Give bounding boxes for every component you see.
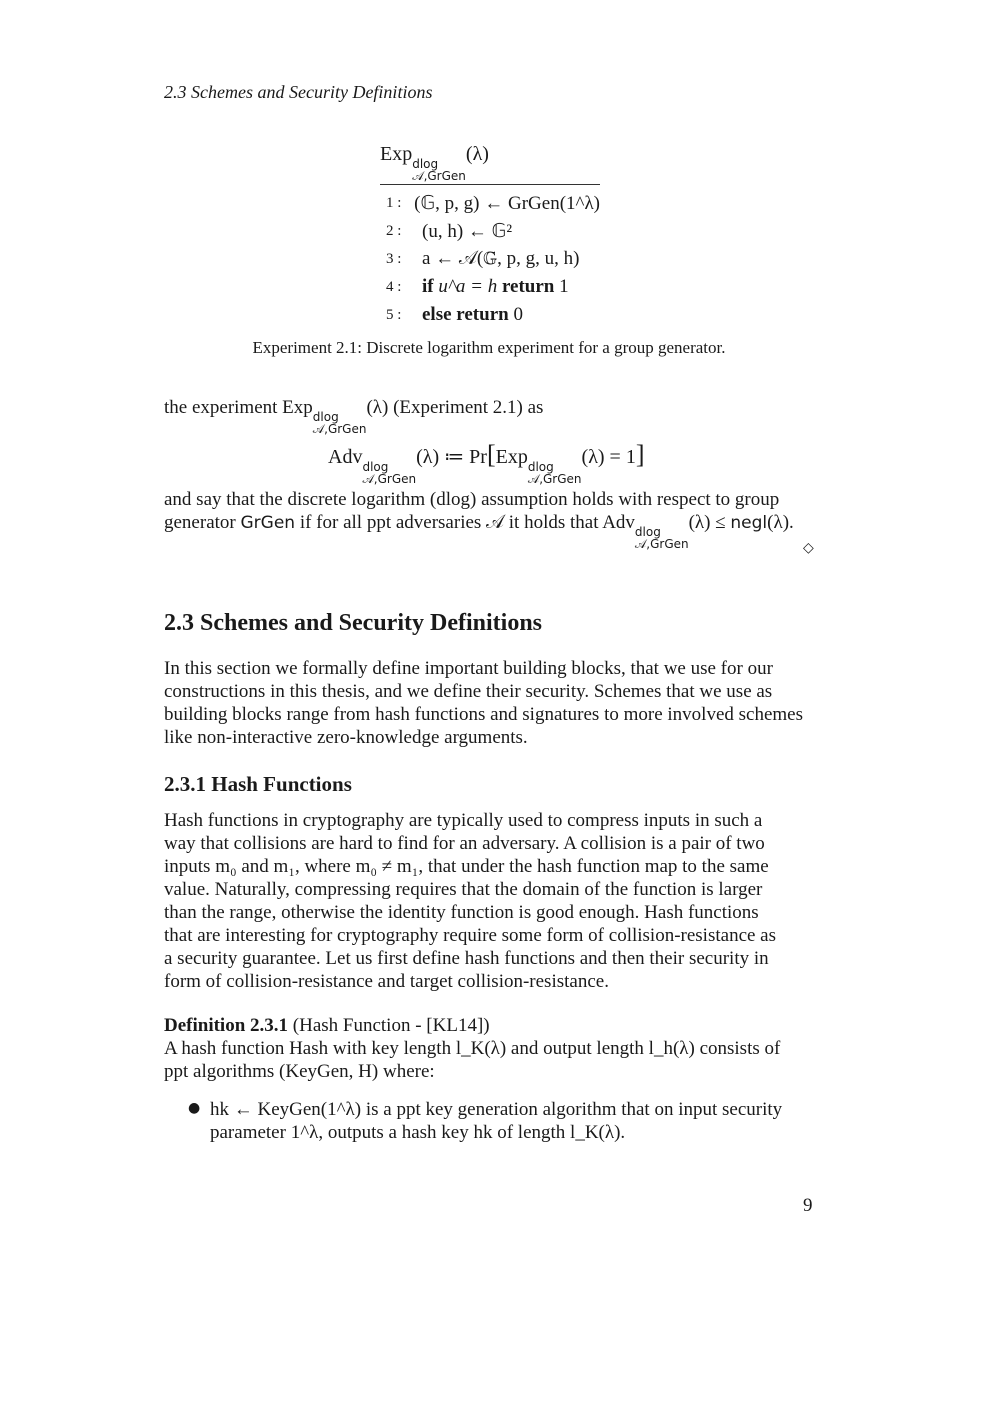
step-value: 1: [559, 276, 569, 297]
experiment-step: [380, 189, 600, 217]
text-line: hk ← KeyGen(1^λ) is a ppt key generation algorithm that on input security: [210, 1099, 783, 1120]
experiment-title: [380, 143, 600, 185]
section-intro-paragraph: [164, 657, 815, 749]
text-line: parameter 1^λ, outputs a hash key hk of length l_K(λ).: [210, 1122, 626, 1143]
text-line: ppt algorithms (KeyGen, H) where:: [164, 1061, 435, 1082]
experiment-algorithm: [380, 143, 600, 329]
text-line: and say that the discrete logarithm (dlog) assumption holds with respect to group: [164, 489, 780, 510]
text-line: way that collisions are hard to find for an adversary. A collision is a pair of two: [164, 833, 765, 854]
text-line: a security guarantee. Let us first define hash functions and then their security in: [164, 948, 769, 969]
advantage-equation: Adv dlog 𝒜,GrGen (λ) ≔ Pr[Exp dlog 𝒜,GrGen (λ) = 1]: [328, 440, 645, 486]
text-line: inputs m₀ and m₁, where m₀ ≠ m₁, that under the hash function map to the same: [164, 856, 769, 877]
text-line: than the range, otherwise the identity function is good enough. Hash functions: [164, 902, 759, 923]
step-number: 1 :: [386, 194, 402, 211]
experiment-caption: Experiment 2.1: Discrete logarithm experiment for a group generator.: [252, 338, 726, 357]
bullet-item: [210, 1098, 815, 1144]
math-sub: 𝒜,GrGen: [634, 537, 689, 551]
hash-functions-paragraph: [164, 809, 815, 993]
experiment-title-sub: 𝒜,GrGen: [412, 169, 466, 183]
definition-block: [164, 1014, 815, 1083]
section-title: 2.3 Schemes and Security Definitions: [164, 610, 542, 636]
experiment-title-arg: (λ): [465, 143, 489, 165]
step-number: 5 :: [386, 306, 402, 323]
step-number: 4 :: [386, 278, 402, 295]
subsection-title: 2.3.1 Hash Functions: [164, 772, 352, 796]
definition-title: (Hash Function - [KL14]): [292, 1015, 490, 1036]
text-line: building blocks range from hash functions and signatures to more involved schemes: [164, 704, 804, 725]
negl-name: negl: [730, 513, 768, 533]
math-sup: dlog: [362, 460, 389, 474]
text-span: if for all ppt adversaries 𝒜 it holds that Adv: [299, 512, 635, 533]
page-number: 9: [803, 1195, 813, 1216]
experiment-step: [380, 273, 600, 301]
math-sub: 𝒜,GrGen: [312, 422, 367, 436]
eq-def: (λ) ≔ Pr: [416, 446, 487, 468]
paragraph-experiment-ref: [164, 396, 815, 435]
text-line: value. Naturally, compressing requires that the domain of the function is larger: [164, 879, 763, 900]
text-span: (λ) ≤: [688, 512, 726, 533]
text-line: like non-interactive zero-knowledge arguments.: [164, 727, 528, 748]
definition-heading: [164, 1014, 815, 1037]
running-head: 2.3 Schemes and Security Definitions: [164, 82, 433, 102]
keyword-return: return: [501, 276, 555, 297]
math-sup: dlog: [312, 410, 339, 424]
eq-rhs: (λ) = 1: [581, 446, 636, 468]
keyword-else-return: else return: [422, 304, 509, 325]
bullet-icon: ●: [188, 1100, 201, 1116]
eq-adv: Adv: [328, 446, 363, 468]
text-span: (λ).: [767, 512, 794, 533]
experiment-step: [380, 301, 600, 329]
paragraph-dlog-assumption: [164, 488, 815, 550]
math-sub: 𝒜,GrGen: [362, 472, 417, 486]
text-line: Hash functions in cryptography are typically used to compress inputs in such a: [164, 810, 763, 831]
text-line: constructions in this thesis, and we define their security. Schemes that we use as: [164, 681, 773, 702]
experiment-step: [380, 217, 600, 245]
text-span: generator: [164, 512, 236, 533]
math-sup: dlog: [527, 460, 554, 474]
step-text: (𝔾, p, g) ← GrGen(1^λ): [414, 192, 600, 214]
step-number: 3 :: [386, 250, 402, 267]
experiment-step: [380, 245, 600, 273]
text-line: In this section we formally define important building blocks, that we use for our: [164, 658, 773, 679]
step-text: a ← 𝒜(𝔾, p, g, u, h): [422, 248, 580, 269]
experiment-title-sup: dlog: [412, 157, 439, 171]
step-value: 0: [513, 304, 523, 325]
step-condition: u^a = h: [438, 276, 498, 297]
grgen-name: GrGen: [240, 513, 296, 533]
step-number: 2 :: [386, 222, 402, 239]
text-span: (λ) (Experiment 2.1) as: [366, 397, 544, 418]
keyword-if: if: [422, 276, 434, 297]
definition-label: Definition 2.3.1: [164, 1015, 289, 1036]
text-line: [164, 511, 815, 550]
math-sup: dlog: [634, 525, 661, 539]
eq-exp: Exp: [495, 446, 528, 468]
end-of-definition-diamond: ◇: [803, 540, 814, 556]
text-span: the experiment Exp: [164, 397, 313, 418]
step-text: (u, h) ← 𝔾²: [422, 220, 513, 242]
experiment-title-name: Exp: [380, 143, 413, 165]
text-line: A hash function Hash with key length l_K(λ) and output length l_h(λ) consists of: [164, 1038, 781, 1059]
math-sub: 𝒜,GrGen: [527, 472, 582, 486]
text-line: that are interesting for cryptography require some form of collision-resistance as: [164, 925, 777, 946]
text-line: form of collision-resistance and target collision-resistance.: [164, 971, 609, 992]
